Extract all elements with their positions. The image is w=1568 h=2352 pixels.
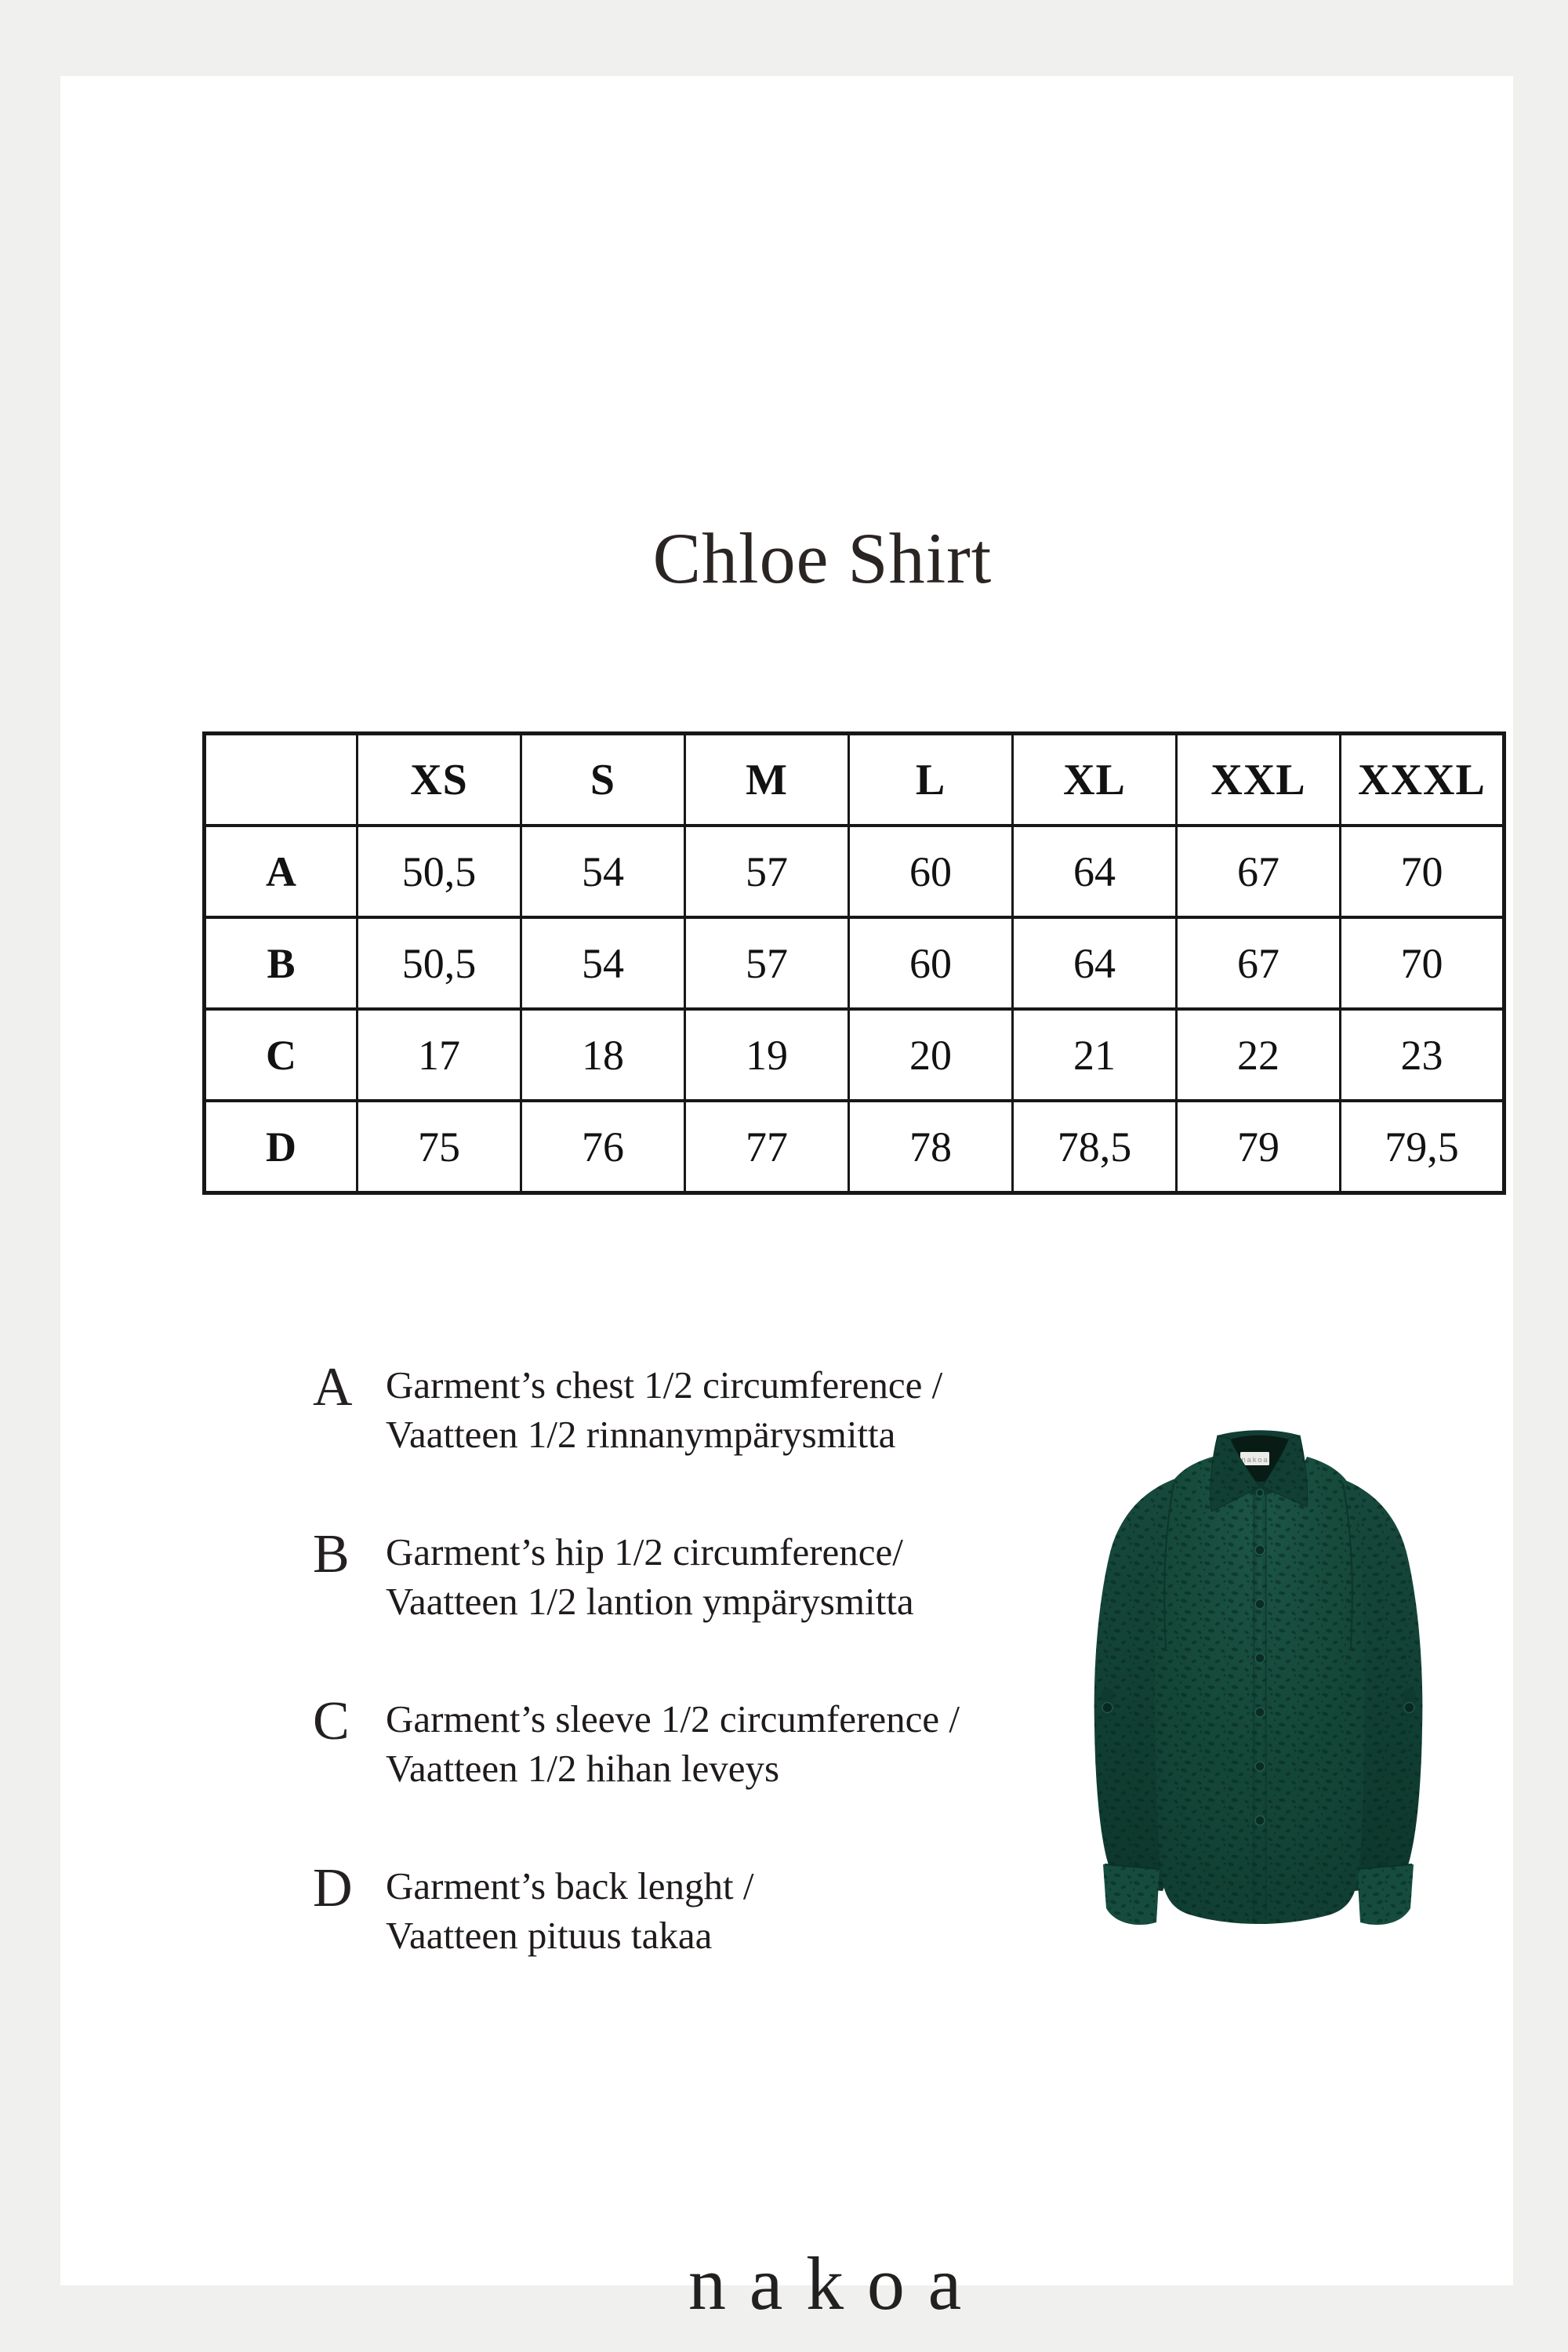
size-value-cell: 54: [521, 826, 685, 917]
legend-line-finnish: Vaatteen 1/2 rinnanympärysmitta: [386, 1413, 896, 1456]
legend-line-english: Garment’s back lenght /: [386, 1864, 754, 1907]
size-table-row: [205, 1101, 1504, 1193]
legend-line-finnish: Vaatteen pituus takaa: [386, 1914, 713, 1957]
shirt-illustration: [1086, 1428, 1431, 1930]
size-value-cell: 18: [521, 1009, 685, 1101]
size-table: [202, 731, 1506, 1195]
size-column-header: XXL: [1177, 734, 1341, 826]
size-value-cell: 76: [521, 1101, 685, 1193]
neck-label-text: nakoa: [1241, 1456, 1269, 1465]
product-title: Chloe Shirt: [652, 518, 993, 598]
size-value-cell: 21: [1013, 1009, 1177, 1101]
legend-line-finnish: Vaatteen 1/2 hihan leveys: [386, 1747, 780, 1790]
size-value-cell: 60: [849, 826, 1013, 917]
legend-letter: D: [313, 1858, 353, 1918]
size-value-cell: 64: [1013, 826, 1177, 917]
size-value-cell: 60: [849, 917, 1013, 1009]
legend-letter: B: [313, 1524, 350, 1584]
size-table-head: [205, 734, 1504, 826]
size-value-cell: 77: [685, 1101, 849, 1193]
legend-line-english: Garment’s hip 1/2 circumference/: [386, 1530, 903, 1573]
measurement-row-label: C: [205, 1009, 358, 1101]
size-value-cell: 19: [685, 1009, 849, 1101]
size-value-cell: 64: [1013, 917, 1177, 1009]
size-value-cell: 78,5: [1013, 1101, 1177, 1193]
legend-line-english: Garment’s sleeve 1/2 circumference /: [386, 1697, 960, 1740]
size-value-cell: 23: [1341, 1009, 1504, 1101]
legend-description: [386, 1861, 753, 1960]
size-value-cell: 70: [1341, 826, 1504, 917]
legend-line-finnish: Vaatteen 1/2 lantion ympärysmitta: [386, 1580, 914, 1623]
legend-description: [386, 1694, 960, 1793]
content-card: [60, 76, 1513, 2325]
product-photo: [1086, 1428, 1431, 1930]
size-value-cell: 54: [521, 917, 685, 1009]
size-column-header: M: [685, 734, 849, 826]
size-value-cell: 22: [1177, 1009, 1341, 1101]
corner-cell: [205, 734, 358, 826]
measurement-row-label: A: [205, 826, 358, 917]
size-column-header: S: [521, 734, 685, 826]
size-table-row: [205, 1009, 1504, 1101]
measurement-row-label: D: [205, 1101, 358, 1193]
legend-description: [386, 1360, 942, 1459]
size-value-cell: 67: [1177, 917, 1341, 1009]
size-column-header: L: [849, 734, 1013, 826]
size-value-cell: 78: [849, 1101, 1013, 1193]
size-value-cell: 79: [1177, 1101, 1341, 1193]
size-column-header: XXXL: [1341, 734, 1504, 826]
size-table-header-row: [205, 734, 1504, 826]
size-value-cell: 50,5: [358, 917, 521, 1009]
size-table-row: [205, 917, 1504, 1009]
size-value-cell: 70: [1341, 917, 1504, 1009]
size-value-cell: 75: [358, 1101, 521, 1193]
sleeve-tab-button: [1102, 1703, 1112, 1713]
measurement-row-label: B: [205, 917, 358, 1009]
size-value-cell: 57: [685, 917, 849, 1009]
size-table-body: [205, 826, 1504, 1193]
size-column-header: XL: [1013, 734, 1177, 826]
size-value-cell: 17: [358, 1009, 521, 1101]
brand-logo: nakoa: [688, 2241, 985, 2325]
legend-letter: C: [313, 1691, 350, 1751]
size-value-cell: 79,5: [1341, 1101, 1504, 1193]
size-value-cell: 57: [685, 826, 849, 917]
size-value-cell: 50,5: [358, 826, 521, 917]
legend-description: [386, 1527, 914, 1626]
legend-letter: A: [313, 1357, 353, 1417]
size-value-cell: 67: [1177, 826, 1341, 917]
size-table-row: [205, 826, 1504, 917]
size-column-header: XS: [358, 734, 521, 826]
size-value-cell: 20: [849, 1009, 1013, 1101]
legend-line-english: Garment’s chest 1/2 circumference /: [386, 1363, 943, 1406]
